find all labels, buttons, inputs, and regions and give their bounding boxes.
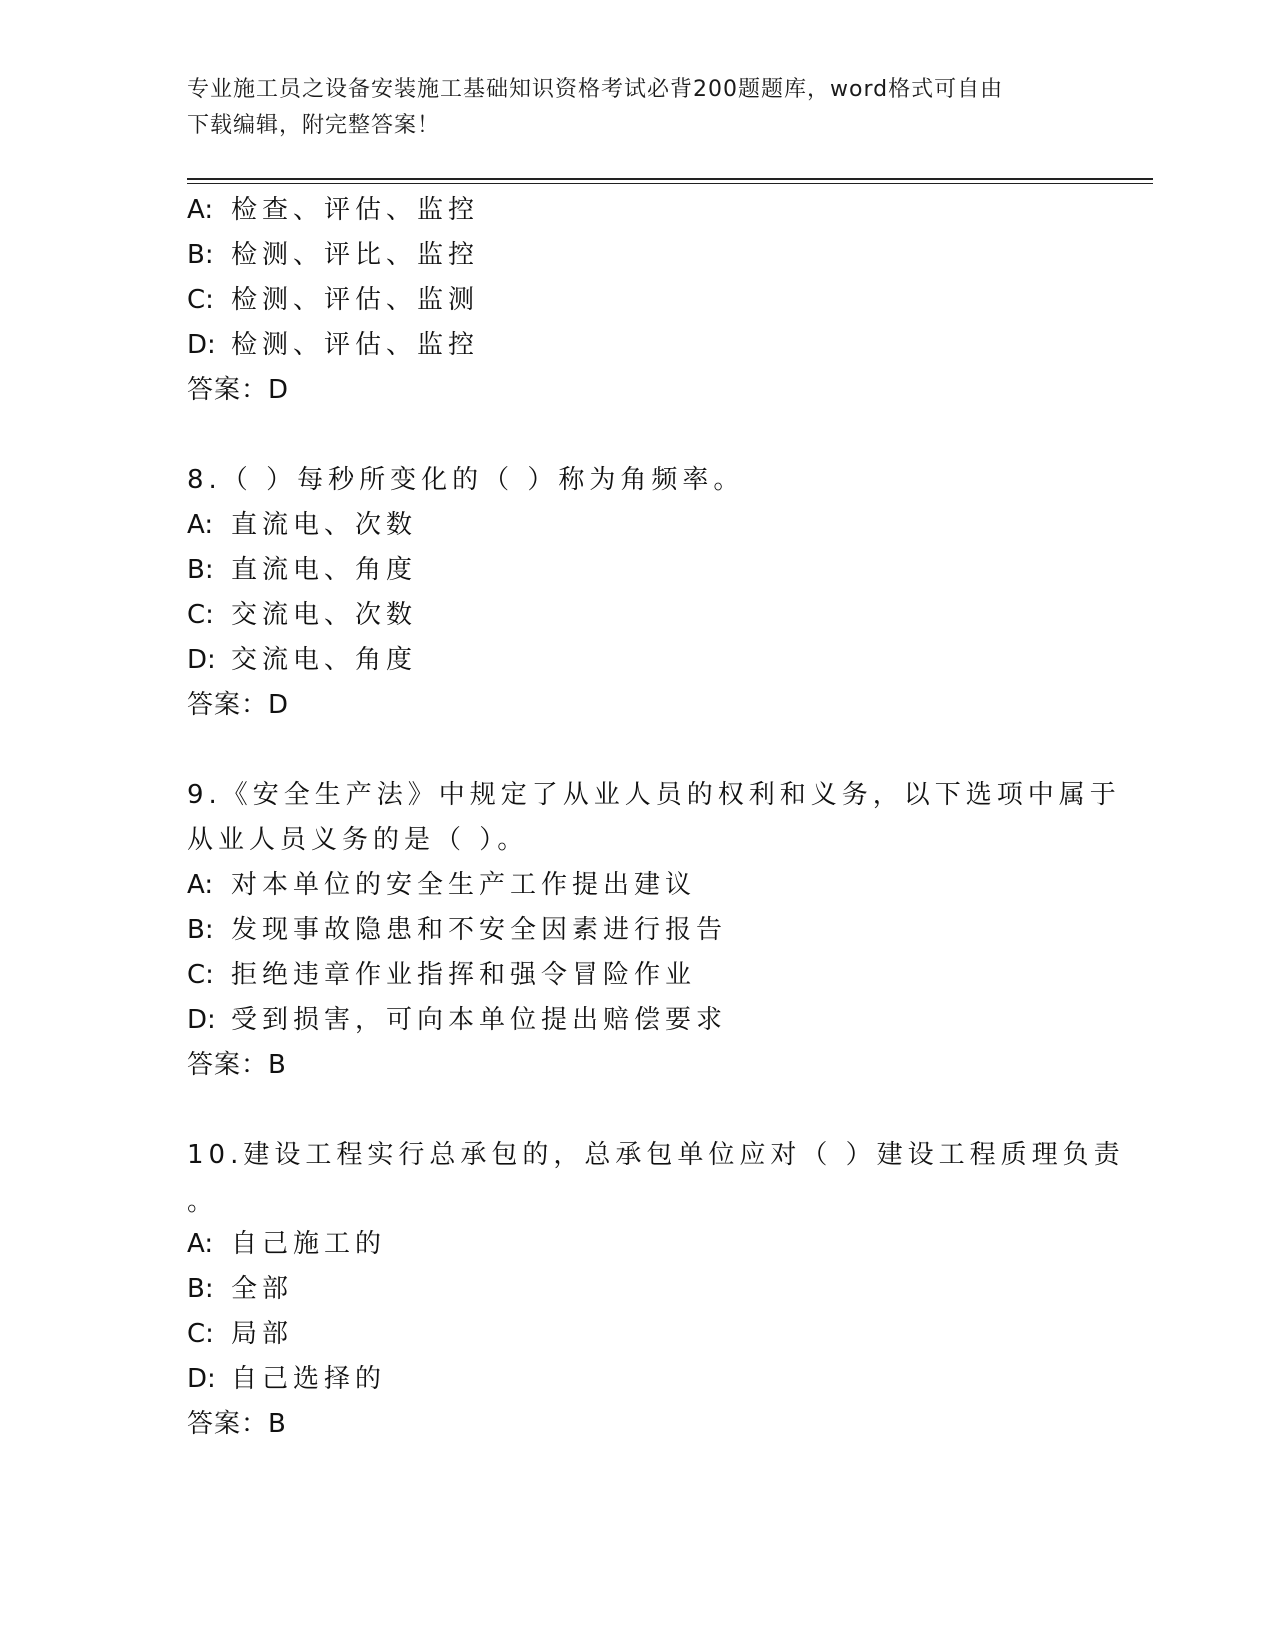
q7-option-a [187, 194, 479, 226]
option-letter: B: [187, 555, 214, 585]
option-text: 直流电、角度 [231, 555, 418, 585]
q9-stem-line-2: 从业人员义务的是（ ）。 [187, 825, 529, 855]
option-letter: C: [187, 285, 214, 315]
option-letter: B: [187, 1274, 214, 1304]
header-line-2: 下载编辑，附完整答案！ [187, 113, 441, 138]
option-letter: D: [187, 645, 216, 675]
header-divider-thick [187, 178, 1153, 180]
option-letter: A: [187, 510, 214, 540]
q10-option-d [187, 1363, 386, 1395]
option-letter: D: [187, 1005, 216, 1035]
option-text: 直流电、次数 [231, 510, 418, 540]
option-text: 交流电、次数 [231, 600, 418, 630]
header-line-1: 专业施工员之设备安装施工基础知识资格考试必背200题题库，word格式可自由 [187, 77, 1004, 102]
q8-answer: 答案：D [187, 690, 290, 720]
q9-option-a [187, 869, 696, 901]
q9-option-d [187, 1004, 727, 1036]
q10-option-a [187, 1228, 386, 1260]
option-text: 拒绝违章作业指挥和强令冒险作业 [231, 960, 697, 990]
option-letter: A: [187, 195, 214, 225]
q10-answer: 答案：B [187, 1409, 287, 1439]
q10-option-b [187, 1273, 293, 1305]
document-header [187, 72, 1067, 144]
option-text: 交流电、角度 [231, 645, 418, 675]
option-text: 检测、评比、监控 [231, 240, 480, 270]
q10-option-c [187, 1318, 293, 1350]
option-text: 检测、评估、监测 [231, 285, 480, 315]
option-text: 自己施工的 [231, 1229, 387, 1259]
option-letter: A: [187, 870, 214, 900]
option-letter: A: [187, 1229, 214, 1259]
option-text: 全部 [231, 1274, 294, 1304]
option-text: 发现事故隐患和不安全因素进行报告 [231, 915, 728, 945]
option-letter: D: [187, 330, 216, 360]
option-text: 受到损害，可向本单位提出赔偿要求 [231, 1005, 728, 1035]
option-letter: B: [187, 240, 214, 270]
q7-option-c [187, 284, 479, 316]
q9-option-c [187, 959, 696, 991]
q8-option-b [187, 554, 417, 586]
option-letter: C: [187, 1319, 214, 1349]
option-text: 检查、评估、监控 [231, 195, 480, 225]
option-letter: D: [187, 1364, 216, 1394]
q10-stem-line-2: 。 [187, 1187, 219, 1217]
q7-option-d [187, 329, 479, 361]
q8-stem: 8.（ ）每秒所变化的（ ）称为角频率。 [187, 465, 745, 495]
q7-answer: 答案：D [187, 375, 290, 405]
option-text: 检测、评估、监控 [231, 330, 480, 360]
option-letter: B: [187, 915, 214, 945]
option-text: 对本单位的安全生产工作提出建议 [231, 870, 697, 900]
option-letter: C: [187, 960, 214, 990]
header-divider-thin [187, 183, 1153, 184]
q10-stem-line-1: 10.建设工程实行总承包的，总承包单位应对（ ）建设工程质理负责 [187, 1140, 1125, 1170]
q9-answer: 答案：B [187, 1050, 287, 1080]
q8-option-d [187, 644, 417, 676]
q8-option-c [187, 599, 417, 631]
q9-option-b [187, 914, 727, 946]
option-letter: C: [187, 600, 214, 630]
option-text: 自己选择的 [231, 1364, 387, 1394]
option-text: 局部 [231, 1319, 294, 1349]
q9-stem-line-1: 9.《安全生产法》中规定了从业人员的权利和义务，以下选项中属于 [187, 780, 1121, 810]
q8-option-a [187, 509, 417, 541]
q7-option-b [187, 239, 479, 271]
